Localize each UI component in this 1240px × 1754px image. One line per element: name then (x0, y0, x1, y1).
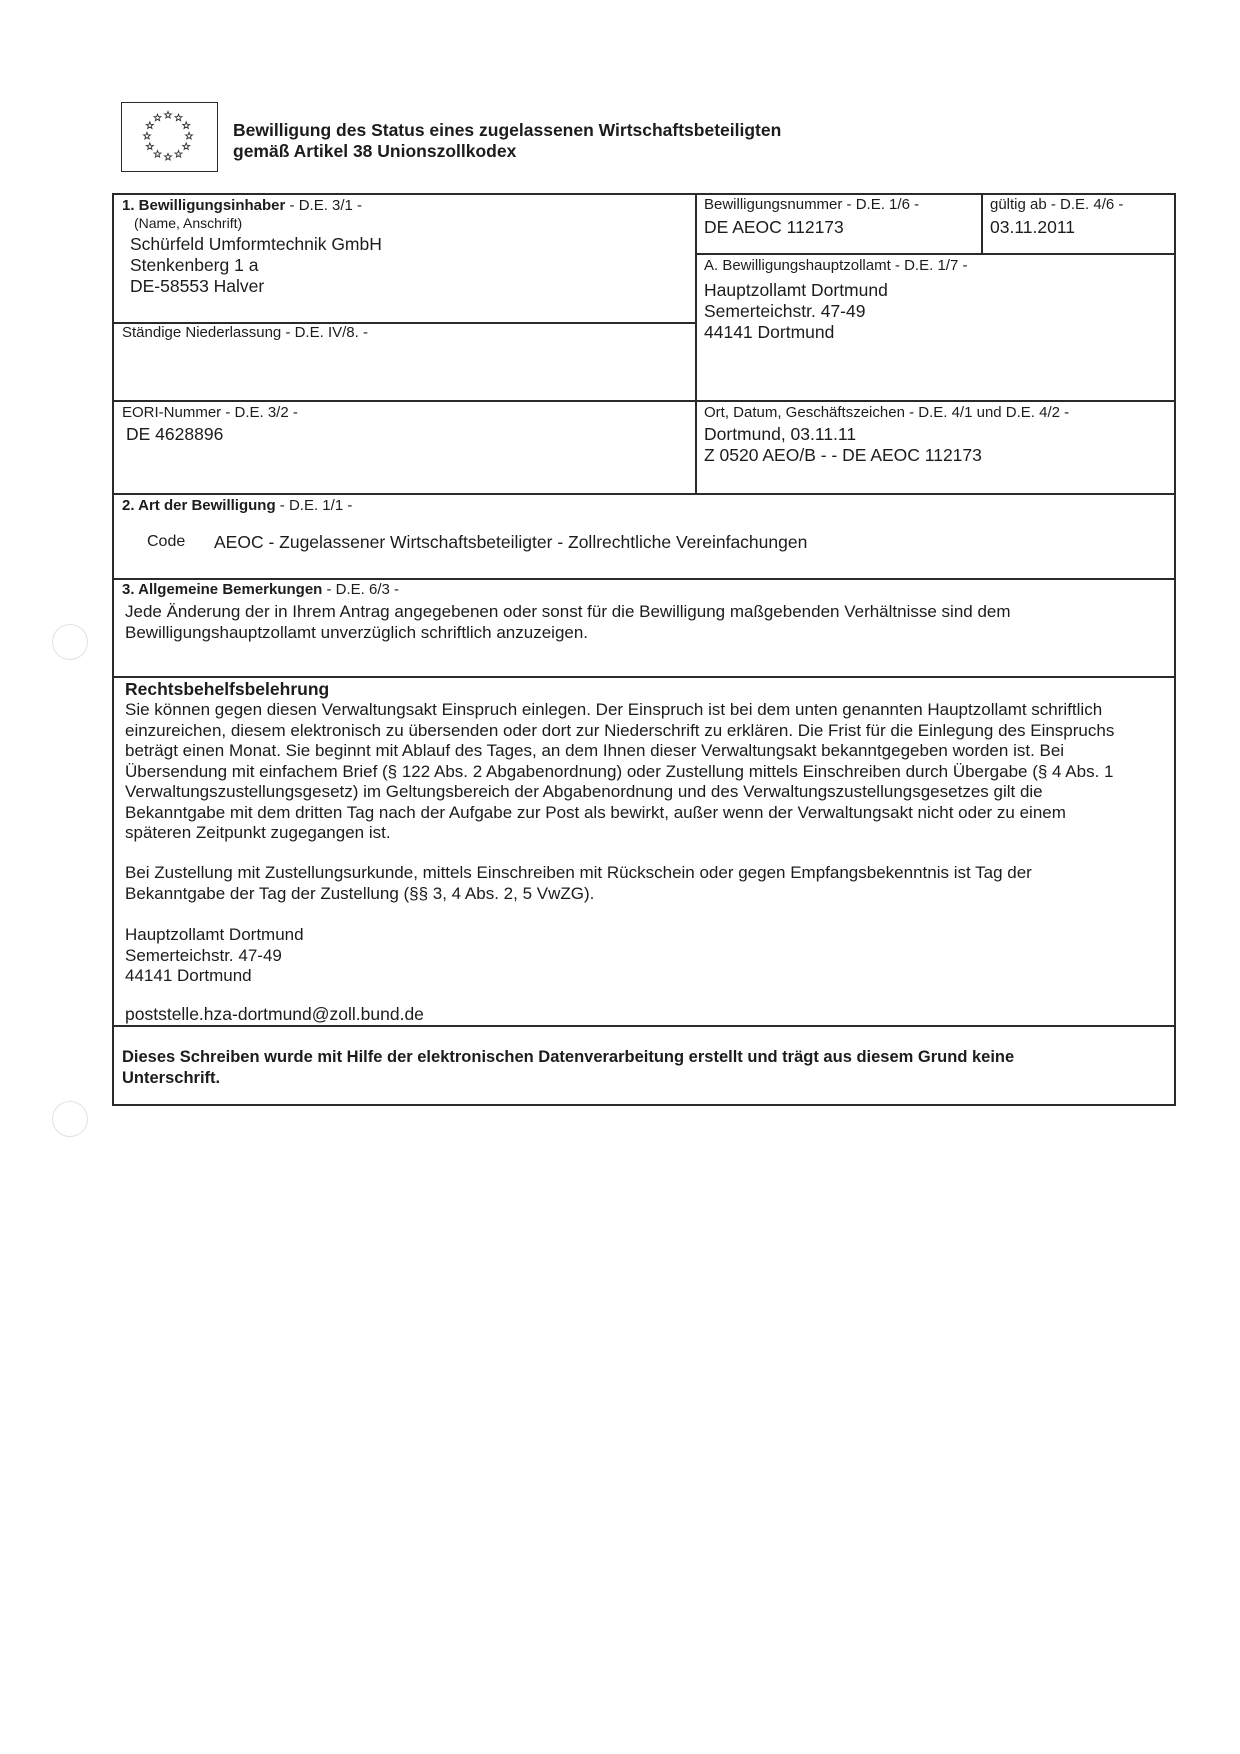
row-divider-type (112, 493, 1175, 495)
document-title: Bewilligung des Status eines zugelassenen Wirtschaftsbeteiligten gemäß Artikel 38 Unionszollkodex (233, 120, 782, 161)
star-icon (183, 122, 190, 129)
customs-office-city: 44141 Dortmund (704, 322, 835, 342)
authorization-type-value: AEOC - Zugelassener Wirtschaftsbeteiligter - Zollrechtliche Vereinfachungen (214, 532, 808, 552)
punch-hole-upper (52, 624, 88, 660)
legal-remedy-title: Rechtsbehelfsbelehrung (125, 679, 330, 699)
valid-from-label: gültig ab - D.E. 4/6 - (990, 196, 1124, 213)
star-icon (186, 132, 193, 139)
place-date-line: Dortmund, 03.11.11 (704, 424, 857, 444)
legal-remedy-address: Hauptzollamt Dortmund Semerteichstr. 47-49 44141 Dortmund (125, 925, 304, 985)
valid-from-divider (981, 193, 983, 253)
star-icon (144, 132, 151, 139)
legal-remedy-email[interactable]: poststelle.hza-dortmund@zoll.bund.de (125, 1004, 424, 1024)
table-left-border (112, 193, 114, 1105)
holder-city: DE-58553 Halver (130, 276, 265, 296)
star-icon (165, 111, 172, 118)
star-icon (146, 122, 153, 129)
eori-label: EORI-Nummer - D.E. 3/2 - (122, 404, 298, 421)
authorization-number-value: DE AEOC 112173 (704, 217, 844, 237)
general-remarks-text: Jede Änderung der in Ihrem Antrag angegebenen oder sonst für die Bewilligung maßgebenden Verhältnisse sind dem Bewilligungshauptzollamt unverzüglich schriftlich anzuzeigen. (125, 602, 1011, 642)
place-date-label: Ort, Datum, Geschäftszeichen - D.E. 4/1 und D.E. 4/2 - (704, 404, 1070, 421)
legal-remedy-paragraph-2: Bei Zustellung mit Zustellungsurkunde, mittels Einschreiben mit Rückschein oder gegen Empfangsbekenntnis ist Tag der Bekanntgabe der Tag der Zustellung (§§ 3, 4 Abs. 2, 5 VwZG). (125, 863, 1032, 903)
eu-flag-stars-icon (121, 102, 218, 172)
authorization-type-label: 2. Art der Bewilligung - D.E. 1/1 - (122, 497, 353, 514)
authorization-number-bottom (695, 253, 1175, 255)
star-icon (183, 143, 190, 150)
eori-value: DE 4628896 (126, 424, 224, 444)
star-icon (175, 151, 182, 158)
footer-note: Dieses Schreiben wurde mit Hilfe der elektronischen Datenverarbeitung erstellt und trägt aus diesem Grund keine Unterschrift. (122, 1048, 1015, 1087)
valid-from-value: 03.11.2011 (990, 217, 1075, 237)
row-divider-footer (112, 1025, 1175, 1027)
eu-stars-svg (122, 103, 216, 170)
reference-number: Z 0520 AEO/B - - DE AEOC 112173 (704, 445, 982, 465)
authorization-type-code-label: Code (147, 533, 186, 550)
table-bottom-border (112, 1104, 1176, 1106)
row-divider-eori (112, 400, 1175, 402)
holder-sublabel: (Name, Anschrift) (134, 215, 243, 231)
column-divider (695, 193, 697, 494)
star-icon (154, 151, 161, 158)
authorization-number-label: Bewilligungsnummer - D.E. 1/6 - (704, 196, 920, 213)
customs-office-name: Hauptzollamt Dortmund (704, 280, 888, 300)
legal-remedy-paragraph-1: Sie können gegen diesen Verwaltungsakt Einspruch einlegen. Der Einspruch ist bei dem unten genannten Hauptzollamt schriftlich einzureichen, diesem elektronisch zu übersenden oder dort zur Niederschrift zu erklären. Die Frist für die Einlegung des Einspruchs beträgt einen Monat. Sie beginnt mit Ablauf des Tages, an dem Ihnen dieser Verwaltungsakt bekanntgegeben worden ist. Bei Übersendung mit einfachem Brief (§ 122 Abs. 2 Abgabenordnung) oder Zustellung mittels Einschreiben durch Übergabe (§ 4 Abs. 1 Verwaltungszustellungsgesetz) im Geltungsbereich der Abgabenordnung und des Verwaltungszustellungsgesetzes gilt die Bekanntgabe mit dem dritten Tag nach der Aufgabe zur Post als bewirkt, außer wenn der Verwaltungsakt nicht oder zu einem späteren Zeitpunkt zugegangen ist. (125, 700, 1115, 842)
row-divider-remarks (112, 578, 1175, 580)
customs-office-street: Semerteichstr. 47-49 (704, 301, 866, 321)
table-top-border (112, 193, 1175, 195)
table-right-border (1174, 193, 1176, 1105)
star-icon (146, 143, 153, 150)
star-icon (175, 114, 182, 121)
general-remarks-label: 3. Allgemeine Bemerkungen - D.E. 6/3 - (122, 581, 400, 598)
holder-name: Schürfeld Umformtechnik GmbH (130, 234, 382, 254)
punch-hole-lower (52, 1101, 88, 1137)
permanent-establishment-label: Ständige Niederlassung - D.E. IV/8. - (122, 324, 368, 341)
row-divider-legal (112, 676, 1175, 678)
customs-office-label: A. Bewilligungshauptzollamt - D.E. 1/7 - (704, 257, 968, 274)
holder-label: 1. Bewilligungsinhaber - D.E. 3/1 - (122, 197, 363, 214)
star-icon (154, 114, 161, 121)
holder-street: Stenkenberg 1 a (130, 255, 259, 275)
star-icon (165, 153, 172, 160)
